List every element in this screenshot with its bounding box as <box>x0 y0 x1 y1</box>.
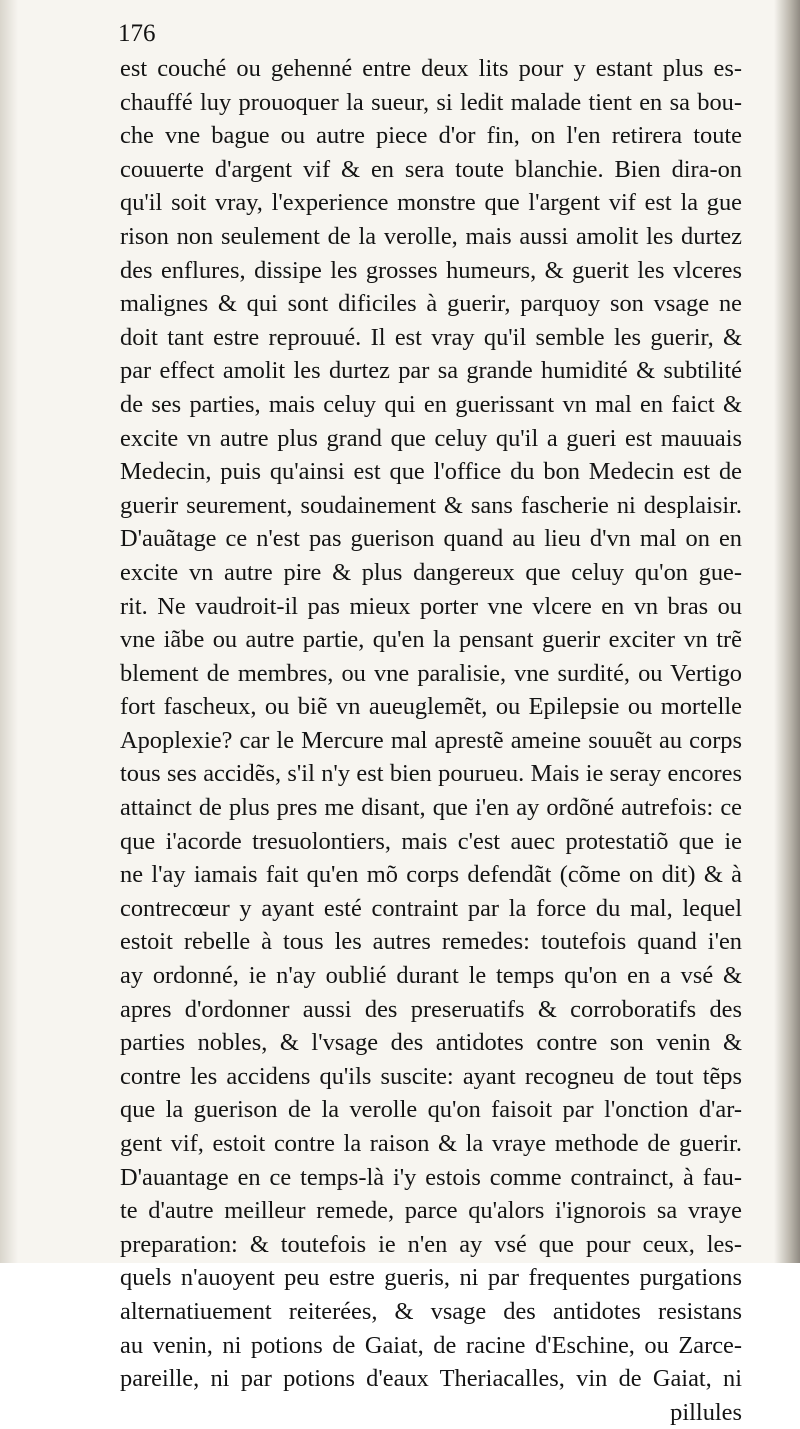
text-line: alternatiuement reiterées, & vsage des antidotes resistans <box>120 1297 742 1325</box>
text-line: que i'acorde tresuolontiers, mais c'est auec protestatiõ que ie <box>120 827 742 855</box>
text-line: que la guerison de la verolle qu'on faisoit par l'onction d'ar- <box>120 1096 742 1124</box>
text-line: Apoplexie? car le Mercure mal aprestẽ ameine souuẽt au corps <box>120 726 742 754</box>
text-line: D'auãtage ce n'est pas guerison quand au lieu d'vn mal on en <box>120 525 742 553</box>
text-line: de ses parties, mais celuy qui en guerissant vn mal en faict & <box>120 390 742 418</box>
page-gutter-left <box>0 0 18 1263</box>
text-line: qu'il soit vray, l'experience monstre que l'argent vif est la gue <box>120 189 742 217</box>
text-line: malignes & qui sont dificiles à guerir, parquoy son vsage ne <box>120 290 742 318</box>
text-line: contrecœur y ayant esté contraint par la force du mal, lequel <box>120 894 742 922</box>
text-line: chauffé luy prouoquer la sueur, si ledit malade tient en sa bou- <box>120 88 742 116</box>
body-text <box>120 52 742 1429</box>
text-line: fort fascheux, ou biẽ vn aueuglemẽt, ou Epilepsie ou mortelle <box>120 693 742 721</box>
text-line: est couché ou gehenné entre deux lits pour y estant plus es- <box>120 55 742 82</box>
text-line: apres d'ordonner aussi des preseruatifs & corroboratifs des <box>120 995 742 1023</box>
text-line: ne l'ay iamais fait qu'en mõ corps defendãt (cõme on dit) & à <box>120 861 742 889</box>
text-line: blement de membres, ou vne paralisie, vne surdité, ou Vertigo <box>120 659 742 687</box>
text-line: che vne bague ou autre piece d'or fin, on l'en retirera toute <box>120 122 742 150</box>
text-line: Medecin, puis qu'ainsi est que l'office du bon Medecin est de <box>120 458 742 486</box>
page-edge-right <box>774 0 800 1263</box>
text-line: preparation: & toutefois ie n'en ay vsé que pour ceux, les- <box>120 1230 742 1258</box>
text-line: attainct de plus pres me disant, que i'en ay ordõné autrefois: ce <box>120 794 742 822</box>
catchword: pillules <box>670 1398 742 1426</box>
text-line: gent vif, estoit contre la raison & la vraye methode de guerir. <box>120 1130 742 1157</box>
text-line: au venin, ni potions de Gaiat, de racine d'Eschine, ou Zarce- <box>120 1331 742 1359</box>
text-line: des enflures, dissipe les grosses humeurs, & guerit les vlceres <box>120 256 742 284</box>
text-line: parties nobles, & l'vsage des antidotes contre son venin & <box>120 1029 742 1057</box>
text-line: quels n'auoyent peu estre gueris, ni par frequentes purgations <box>120 1264 742 1292</box>
text-line: rison non seulement de la verolle, mais aussi amolit les durtez <box>120 222 742 250</box>
text-line: guerir seurement, soudainement & sans fascherie ni desplaisir. <box>120 491 742 519</box>
text-line: estoit rebelle à tous les autres remedes: toutefois quand i'en <box>120 928 742 956</box>
text-line: doit tant estre reprouué. Il est vray qu'il semble les guerir, & <box>120 323 742 351</box>
page-number: 176 <box>118 20 156 47</box>
text-line: excite vn autre plus grand que celuy qu'il a gueri est mauuais <box>120 424 742 452</box>
text-line: couuerte d'argent vif & en sera toute blanchie. Bien dira-on <box>120 155 742 183</box>
text-line: te d'autre meilleur remede, parce qu'alors i'ignorois sa vraye <box>120 1197 742 1225</box>
text-line: tous ses accidẽs, s'il n'y est bien pourueu. Mais ie seray encores <box>120 760 742 788</box>
text-line: D'auantage en ce temps-là i'y estois comme contrainct, à fau- <box>120 1163 742 1191</box>
text-line: rit. Ne vaudroit-il pas mieux porter vne vlcere en vn bras ou <box>120 592 742 620</box>
text-line: contre les accidens qu'ils suscite: ayant recogneu de tout tẽps <box>120 1062 742 1090</box>
text-line: par effect amolit les durtez par sa grande humidité & subtilité <box>120 357 742 385</box>
text-line: excite vn autre pire & plus dangereux que celuy qu'on gue- <box>120 558 742 586</box>
text-line: pareille, ni par potions d'eaux Theriacalles, vin de Gaiat, ni <box>120 1365 742 1393</box>
text-line: ay ordonné, ie n'ay oublié durant le temps qu'on en a vsé & <box>120 962 742 990</box>
text-line: vne iãbe ou autre partie, qu'en la pensant guerir exciter vn trẽ <box>120 626 742 654</box>
